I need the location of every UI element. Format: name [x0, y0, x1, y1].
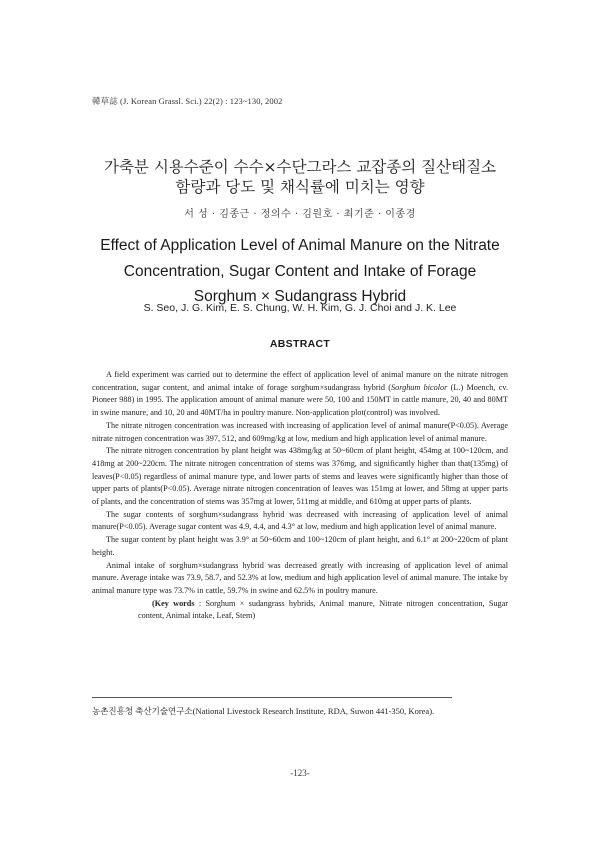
keywords-label: (Key words	[152, 598, 195, 608]
abstract-paragraph-4: The sugar contents of sorghum×sudangrass hybrid was decreased with increasing of application level of animal manure(P<0.05). Average sugar content was 4.9, 4.4, and 4.3° at low, medium and high application level of animal manure.	[92, 509, 508, 532]
abstract-paragraph-1	[92, 369, 508, 420]
english-title	[0, 233, 600, 310]
korean-title-line-2: 함량과 당도 및 채식률에 미치는 영향	[175, 178, 425, 196]
abstract-paragraph-2: The nitrate nitrogen concentration was increased with increasing of application level of animal manure(P<0.05). Average nitrate nitrogen concentration was 397, 512, and 609mg/kg at low, medium and high application level of animal manure.	[92, 420, 508, 443]
english-title-line-2: Concentration, Sugar Content and Intake of Forage	[123, 262, 477, 280]
keywords-text: : Sorghum × sudangrass hybrids, Animal manure, Nitrate nitrogen concentration, Sugar content, Animal intake, Leaf, Stem)	[138, 598, 508, 621]
keywords	[92, 598, 508, 623]
korean-title-line-1: 가축분 시용수준이 수수×수단그라스 교잡종의 질산태질소	[103, 158, 497, 176]
footnote-divider	[92, 697, 452, 698]
abstract-body	[92, 369, 508, 623]
english-title-line-3: Sorghum × Sudangrass Hybrid	[193, 288, 407, 305]
abstract-heading: ABSTRACT	[269, 338, 331, 350]
species-name: Sorghum bicolor	[391, 382, 448, 392]
affiliation-footnote: 농촌진흥청 축산기술연구소(National Livestock Research Institute, RDA, Suwon 441-350, Korea).	[92, 706, 435, 716]
korean-title	[0, 157, 600, 197]
abstract-paragraph-6: Animal intake of sorghum×sudangrass hybrid was decreased greatly with increasing of application level of animal manure. Average intake was 73.9, 58.7, and 52.3% at low, medium and high application level of animal manure. The intake by animal manure type was 73.7% in cattle, 59.7% in swine and 62.5% in poultry manure.	[92, 560, 508, 595]
abstract-paragraph-3: The nitrate nitrogen concentration by plant height was 438mg/kg at 50~60cm of plant height, 454mg at 100~120cm, and 418mg at 200~220cm. The nitrate nitrogen concentration of stems was 376mg, and significantly higher than that(135mg) of leaves(P<0.05) regardless of animal manure type, and lower parts of stems and leaves were significantly higher than those of upper parts of plants(P<0.05). Average nitrate nitrogen concentration of leaves was 151mg at lower, and 58mg at upper parts of plants, and the concentration of stems was 357mg at lower, 511mg at middle, and 610mg at upper parts of plants.	[92, 446, 508, 507]
journal-reference: 韓草誌 (J. Korean Grassl. Sci.) 22(2) : 123~130, 2002	[92, 96, 283, 106]
abstract-text: A field experiment was carried out to determine the effect of application level of animal manure on the nitrate nitrogen concentration, sugar content, and animal intake of forage sorghum×sudangrass hybrid (	[92, 370, 508, 392]
abstract-paragraph-5: The sugar content by plant height was 3.9° at 50~60cm and 100~120cm of plant height, and 6.1° at 200~220cm of plant height.	[92, 535, 508, 557]
abstract-text: (L.) Moench, cv. Pioneer 988) in 1995. The application amount of animal manure were 50, 100 and 150MT in cattle manure, 20, 40 and 80MT in swine manure, and 10, 20 and 40MT/ha in poultry manure. Non-application plot(control) was involved.	[92, 382, 508, 418]
page-number: -123-	[290, 768, 310, 778]
korean-authors: 서 성 · 김종근 · 정의수 · 김원호 · 최기준 · 이종경	[184, 209, 416, 220]
english-title-line-1: Effect of Application Level of Animal Manure on the Nitrate	[100, 237, 500, 254]
english-authors: S. Seo, J. G. Kim, E. S. Chung, W. H. Kim, G. J. Choi and J. K. Lee	[143, 302, 457, 314]
